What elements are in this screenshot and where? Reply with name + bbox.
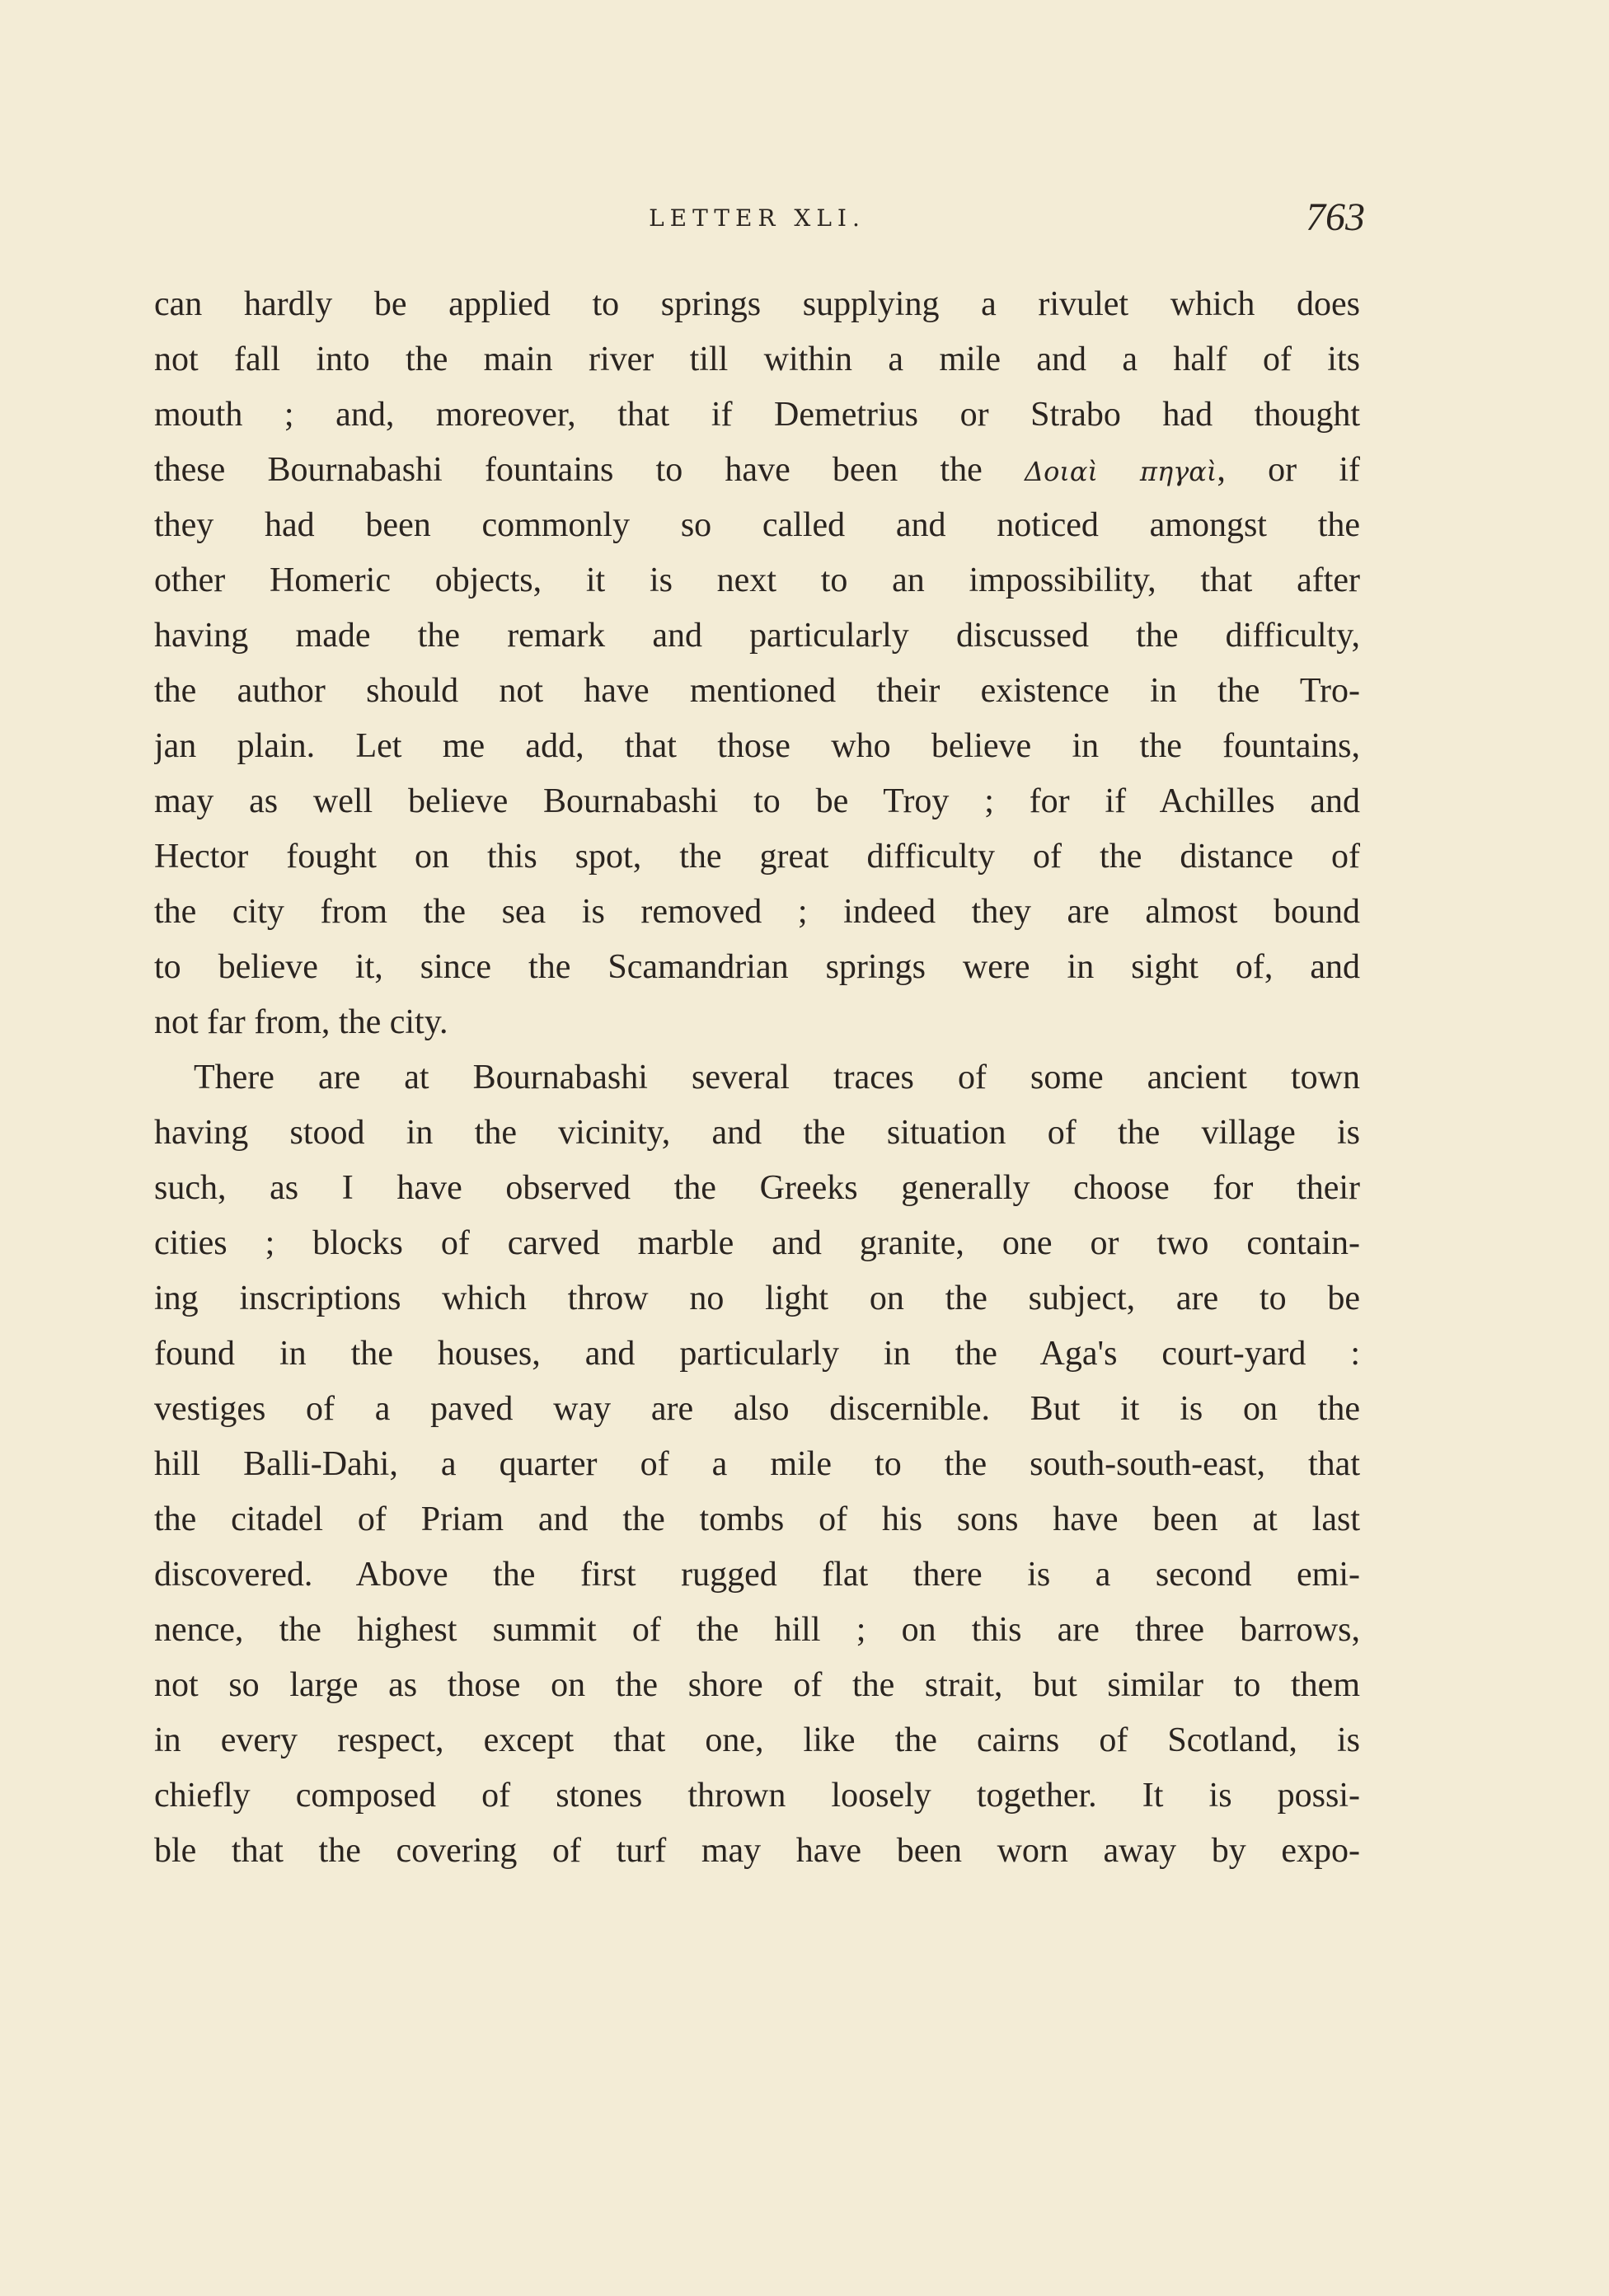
running-head [154, 195, 1365, 247]
text-line-start: these Bournabashi fountains to have been the [154, 451, 983, 489]
text-line: nence, the highest summit of the hill ; on this are three barrows, [154, 1611, 1360, 1649]
text-line: may as well believe Bournabashi to be Troy ; for if Achilles and [154, 782, 1360, 820]
text-line: There are at Bournabashi several traces of some ancient town [194, 1059, 1360, 1096]
text-line: can hardly be applied to springs supplying a rivulet which does [154, 285, 1360, 323]
text-line: vestiges of a paved way are also discernible. But it is on the [154, 1390, 1360, 1428]
text-line: mouth ; and, moreover, that if Demetrius or Strabo had thought [154, 396, 1360, 434]
text-line: having made the remark and particularly discussed the difficulty, [154, 617, 1360, 655]
body-text [154, 277, 1360, 1879]
text-line-with-greek [154, 443, 1360, 498]
running-title: LETTER XLI. [649, 204, 865, 232]
text-line: Hector fought on this spot, the great difficulty of the distance of [154, 838, 1360, 876]
text-line: found in the houses, and particularly in the Aga's court-yard : [154, 1335, 1360, 1373]
text-line: jan plain. Let me add, that those who believe in the fountains, [154, 727, 1360, 765]
text-line: not fall into the main river till within a mile and a half of its [154, 340, 1360, 378]
text-line: other Homeric objects, it is next to an impossibility, that after [154, 561, 1360, 599]
text-line: discovered. Above the first rugged flat there is a second emi- [154, 1556, 1360, 1594]
text-line: ble that the covering of turf may have been worn away by expo- [154, 1832, 1360, 1870]
text-line: cities ; blocks of carved marble and granite, one or two contain- [154, 1224, 1360, 1262]
text-line: chiefly composed of stones thrown loosely together. It is possi- [154, 1777, 1360, 1815]
page-number: 763 [1306, 195, 1365, 239]
text-line: hill Balli-Dahi, a quarter of a mile to the south-south-east, that [154, 1445, 1360, 1483]
text-line: the author should not have mentioned their existence in the Tro- [154, 672, 1360, 710]
text-line: not so large as those on the shore of the strait, but similar to them [154, 1666, 1360, 1704]
text-line: having stood in the vicinity, and the situation of the village is [154, 1114, 1360, 1152]
text-line-end: , or if [1217, 451, 1360, 489]
text-line: in every respect, except that one, like the cairns of Scotland, is [154, 1721, 1360, 1759]
text-line: not far from, the city. [154, 1003, 448, 1041]
text-line: the citadel of Priam and the tombs of his sons have been at last [154, 1500, 1360, 1538]
text-line: ing inscriptions which throw no light on the subject, are to be [154, 1279, 1360, 1317]
text-line: to believe it, since the Scamandrian springs were in sight of, and [154, 948, 1360, 986]
text-line: such, as I have observed the Greeks generally choose for their [154, 1169, 1360, 1207]
text-line: the city from the sea is removed ; indeed they are almost bound [154, 893, 1360, 931]
text-line: they had been commonly so called and noticed amongst the [154, 506, 1360, 544]
greek-phrase: Δοιαὶ πηγαὶ [1024, 456, 1217, 487]
